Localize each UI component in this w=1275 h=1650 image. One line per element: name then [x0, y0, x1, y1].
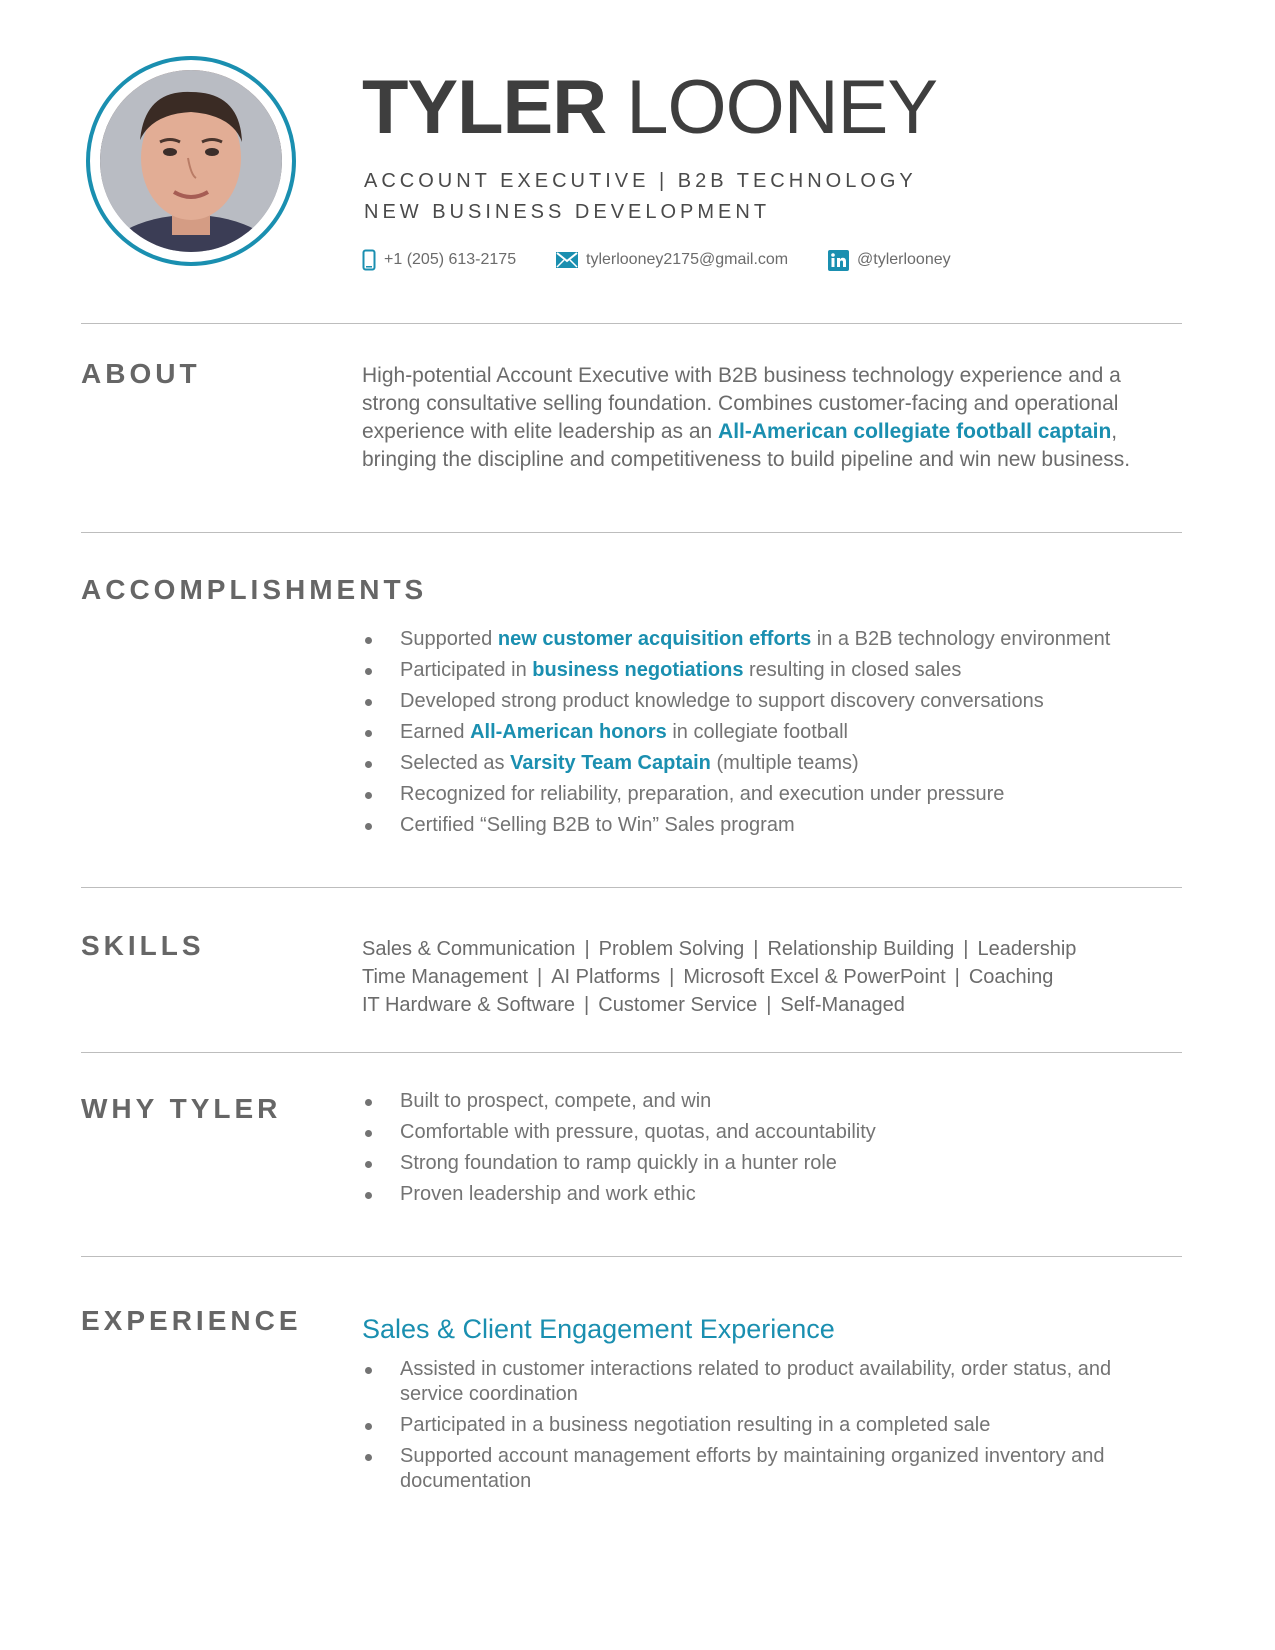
why-list: [362, 1086, 876, 1210]
list-item: [362, 779, 1110, 810]
skill-separator: |: [584, 938, 590, 960]
job-focus: NEW BUSINESS DEVELOPMENT: [364, 201, 771, 223]
divider: [81, 887, 1182, 888]
skill: Problem Solving: [598, 938, 745, 960]
item-text: Certified “Selling B2B to Win” Sales program: [400, 814, 795, 836]
phone-number: +1 (205) 613-2175: [384, 251, 517, 268]
first-name: TYLER: [362, 65, 607, 150]
item-text: Developed strong product knowledge to support discovery conversations: [400, 690, 1044, 712]
skills-row: [362, 963, 1076, 991]
contact-phone[interactable]: [362, 249, 516, 271]
item-text: in collegiate football: [666, 721, 848, 743]
linkedin-icon: [828, 250, 849, 271]
skill: Customer Service: [598, 994, 758, 1016]
linkedin-handle: @tylerlooney: [857, 251, 951, 268]
skill-separator: |: [669, 966, 675, 988]
item-highlight: Varsity Team Captain: [510, 752, 711, 774]
skill: Sales & Communication: [362, 938, 576, 960]
skill-separator: |: [766, 994, 772, 1016]
item-text: resulting in closed sales: [743, 659, 962, 681]
experience-role-title: Sales & Client Engagement Experience: [362, 1314, 835, 1344]
skills-row: [362, 935, 1076, 963]
last-name: LOONEY: [626, 65, 938, 150]
experience-heading: EXPERIENCE: [81, 1305, 302, 1336]
list-item: Strong foundation to ramp quickly in a hunter role: [362, 1148, 876, 1179]
skill: Leadership: [977, 938, 1077, 960]
about-text-start: High-potential Account Executive with B2B business technology experience and a strong consultative selling foundation. Combines customer-facing and operational experience with elite leadership as an: [362, 364, 1121, 443]
list-item: [362, 686, 1110, 717]
skill: Coaching: [968, 966, 1054, 988]
divider: [81, 1256, 1182, 1257]
item-text: Recognized for reliability, preparation, and execution under pressure: [400, 783, 1005, 805]
email-icon: [556, 252, 578, 268]
accomplishments-heading: ACCOMPLISHMENTS: [81, 574, 428, 605]
item-highlight: All-American honors: [470, 721, 667, 743]
skill-separator: |: [537, 966, 543, 988]
divider: [81, 1052, 1182, 1053]
item-highlight: business negotiations: [532, 659, 744, 681]
skills-heading: SKILLS: [81, 930, 205, 961]
contact-linkedin[interactable]: [828, 249, 951, 271]
skill-separator: |: [954, 966, 960, 988]
phone-icon: [362, 249, 376, 271]
skill: Time Management: [362, 966, 528, 988]
profile-photo: [100, 70, 282, 252]
list-item: Assisted in customer interactions related to product availability, order status, and service coordination: [362, 1357, 1162, 1407]
divider: [81, 532, 1182, 533]
list-item: Proven leadership and work ethic: [362, 1179, 876, 1210]
candidate-name: [362, 65, 938, 150]
list-item: [362, 624, 1110, 655]
item-text: Selected as: [400, 752, 511, 774]
list-item: [362, 748, 1110, 779]
divider: [81, 323, 1182, 324]
skills-list: [362, 935, 1076, 1019]
item-text: Supported: [400, 628, 498, 650]
skill: AI Platforms: [551, 966, 661, 988]
why-heading: WHY TYLER: [81, 1093, 282, 1124]
job-title: ACCOUNT EXECUTIVE | B2B TECHNOLOGY: [364, 170, 917, 192]
about-highlight: All-American collegiate football captain: [718, 420, 1112, 443]
skill: Self-Managed: [780, 994, 905, 1016]
skill: Relationship Building: [767, 938, 955, 960]
list-item: Participated in a business negotiation resulting in a completed sale: [362, 1413, 1162, 1438]
list-item: Supported account management efforts by maintaining organized inventory and documentation: [362, 1444, 1162, 1494]
list-item: [362, 810, 1110, 841]
item-text: Participated in: [400, 659, 533, 681]
experience-list: [362, 1357, 1162, 1500]
list-item: [362, 655, 1110, 686]
profile-photo-frame: [86, 56, 296, 266]
item-highlight: new customer acquisition efforts: [497, 628, 812, 650]
accomplishments-list: [362, 624, 1110, 841]
skill: IT Hardware & Software: [362, 994, 576, 1016]
skill-separator: |: [963, 938, 969, 960]
item-text: (multiple teams): [710, 752, 859, 774]
skill-separator: |: [753, 938, 759, 960]
list-item: Comfortable with pressure, quotas, and accountability: [362, 1117, 876, 1148]
skill-separator: |: [584, 994, 590, 1016]
about-text-end: , bringing the discipline and competitiveness to build pipeline and win new business.: [362, 420, 1131, 471]
email-address: tylerlooney2175@gmail.com: [586, 251, 789, 268]
list-item: Built to prospect, compete, and win: [362, 1086, 876, 1117]
item-text: in a B2B technology environment: [811, 628, 1111, 650]
item-text: Earned: [400, 721, 471, 743]
profile-photo-illustration: [100, 70, 282, 252]
about-heading: ABOUT: [81, 358, 201, 389]
contact-email[interactable]: [556, 249, 788, 271]
about-text: [362, 362, 1162, 474]
skill: Microsoft Excel & PowerPoint: [683, 966, 946, 988]
skills-row: [362, 991, 1076, 1019]
list-item: [362, 717, 1110, 748]
